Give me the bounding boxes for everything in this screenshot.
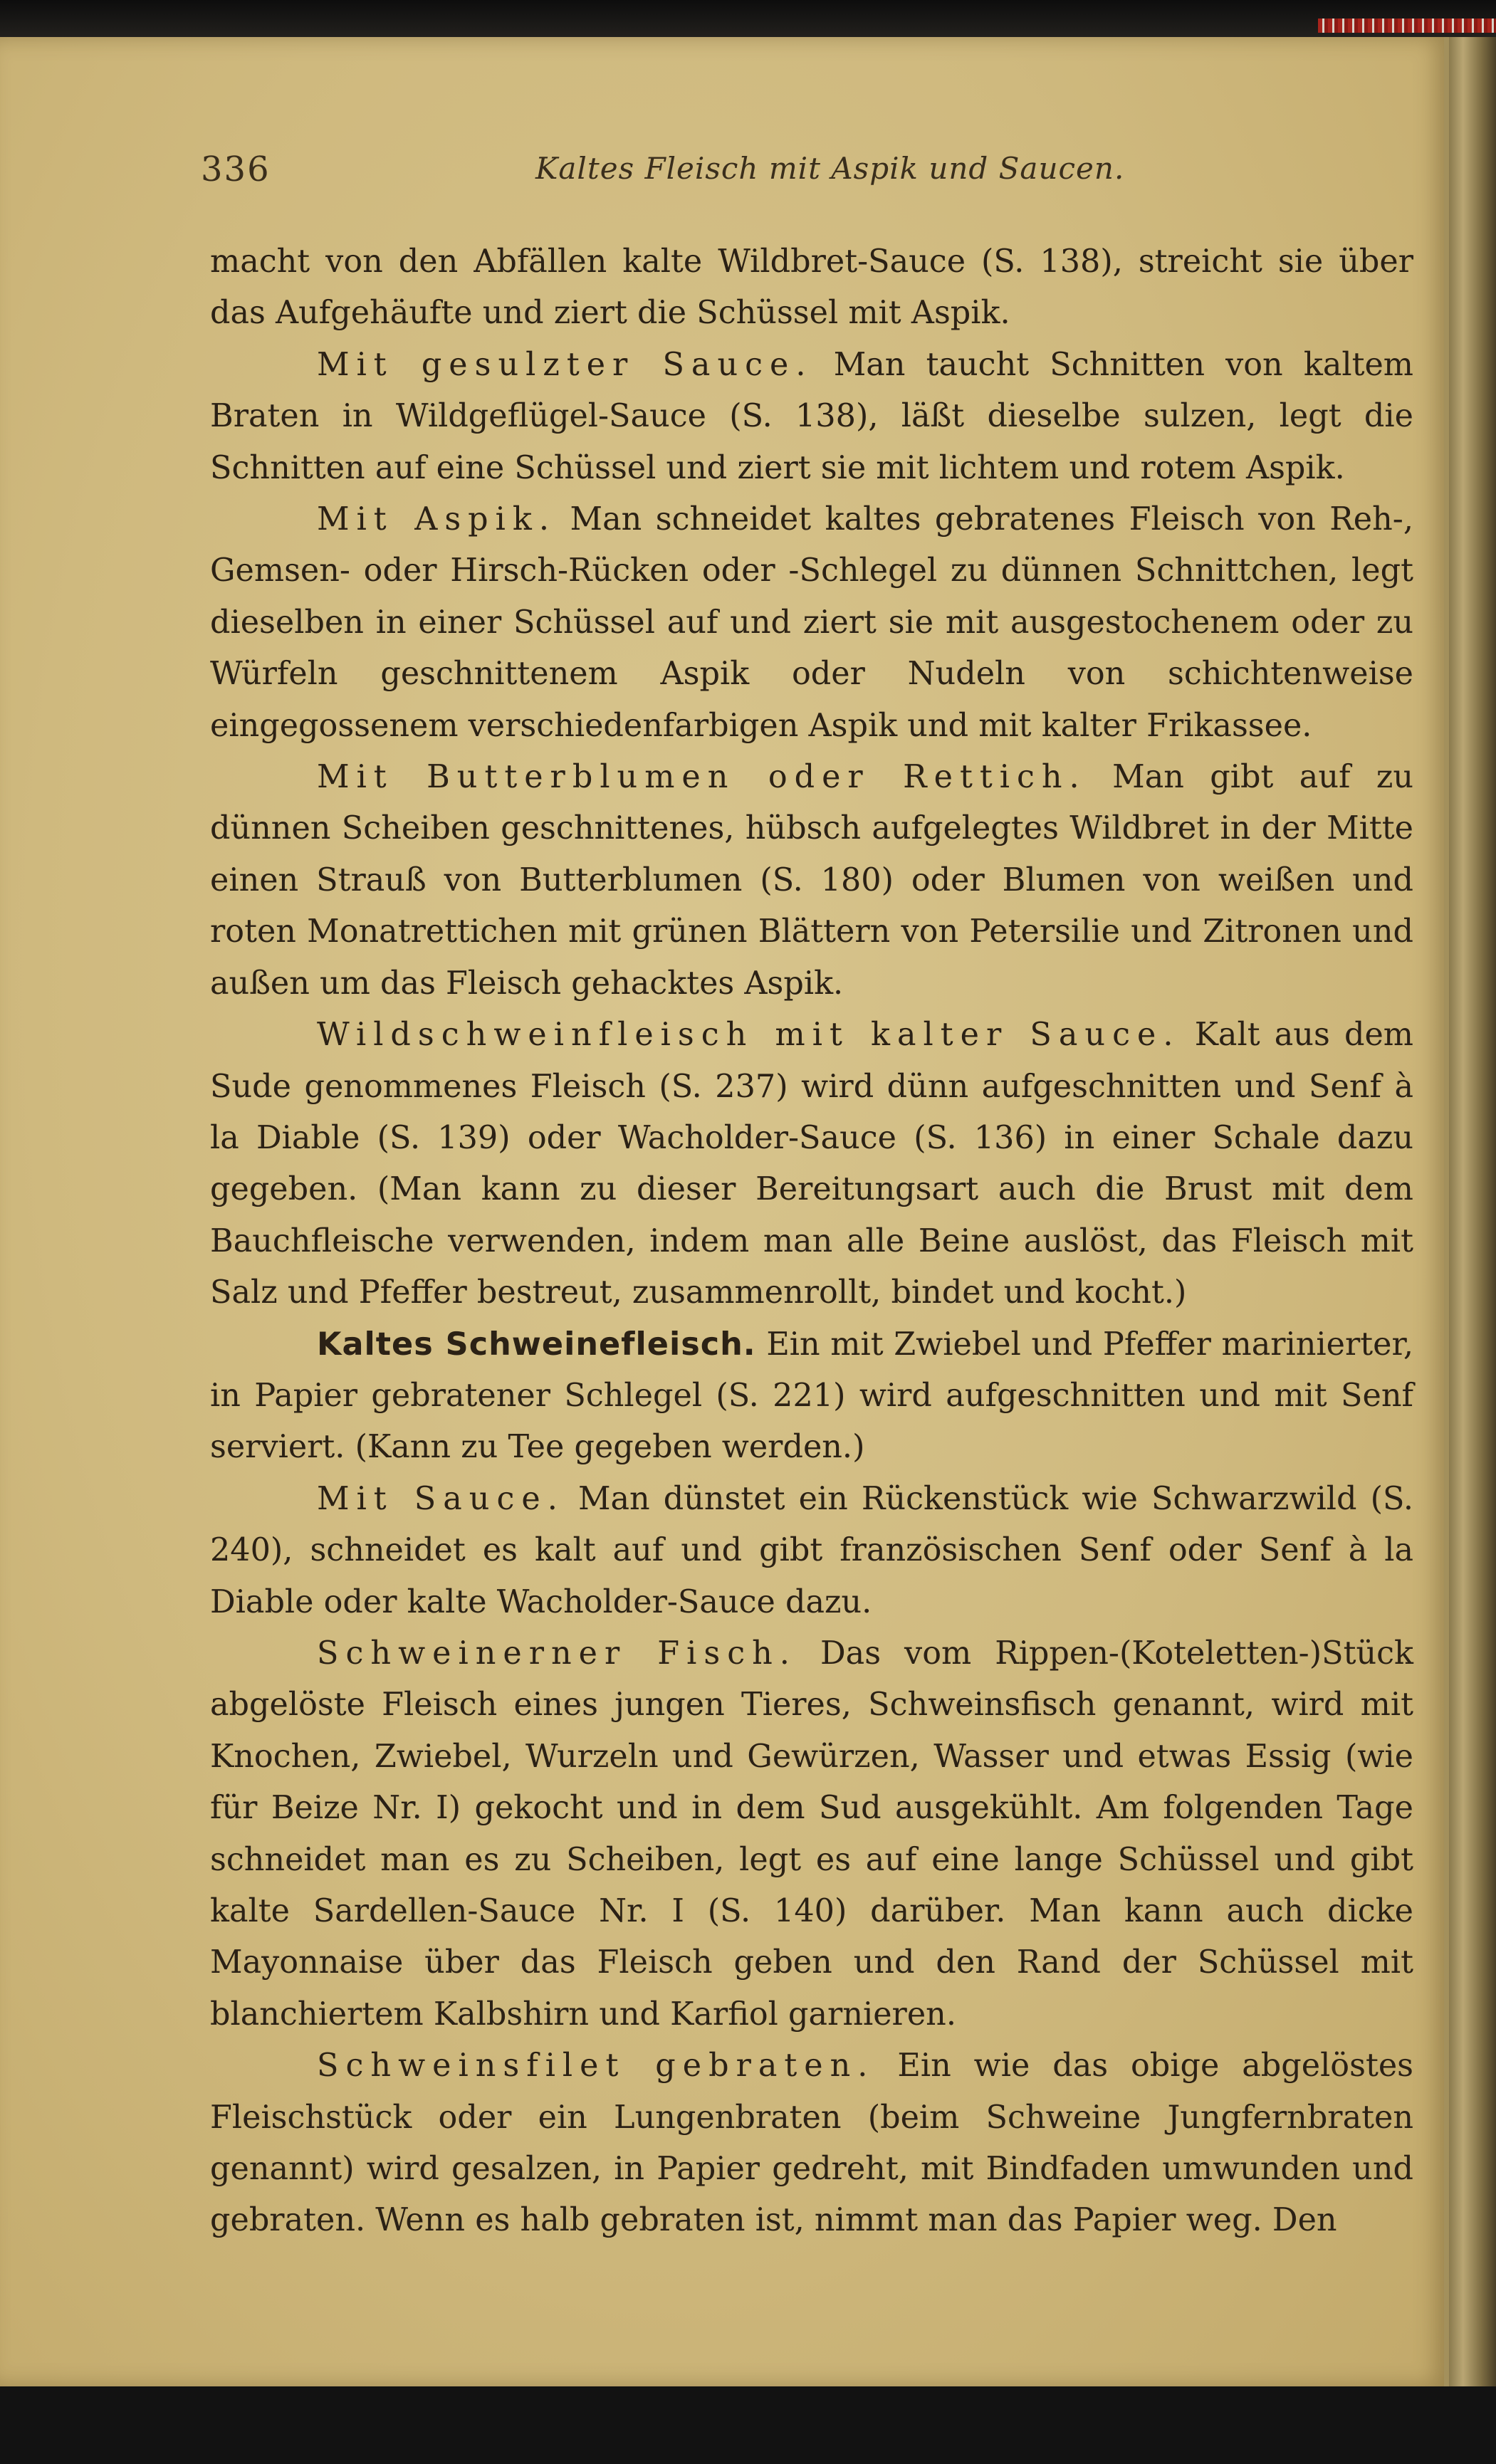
running-title: Kaltes Fleisch mit Aspik und Saucen.	[535, 151, 1125, 186]
recipe-lead: Schweinerner Fisch.	[317, 1635, 797, 1672]
paragraph	[210, 752, 1413, 1010]
paragraph-text: Das vom Rippen-(Koteletten-)Stück abgelöste Fleisch eines jungen Tieres, Schweinsfisch genannt, wird mit Knochen, Zwiebel, Wurzeln und Gewürzen, Wasser und etwas Essig (wie für Beize Nr. I) gekocht und in dem Sud ausgekühlt. Am folgenden Tage schneidet man es zu Scheiben, legt es auf eine lange Schüssel und gibt kalte Sardellen-Sauce Nr. I (S. 140) darüber. Man kann auch dicke Mayonnaise über das Fleisch geben und den Rand der Schüssel mit blanchiertem Kalbshirn und Karfiol garnieren.	[210, 1635, 1413, 2033]
page-number: 336	[201, 150, 271, 189]
recipe-lead: Mit Butterblumen oder Rettich.	[317, 759, 1087, 796]
paragraph-text: Ein wie das obige abgelöstes Fleischstück oder ein Lungenbraten (beim Schweine Jungfernbraten genannt) wird gesalzen, in Papier gedreht, mit Bindfaden umwunden und gebraten. Wenn es halb gebraten ist, nimmt man das Papier weg. Den	[210, 2048, 1413, 2239]
paragraph-text: macht von den Abfällen kalte Wildbret-Sauce (S. 138), streicht sie über das Aufgehäufte und ziert die Schüssel mit Aspik.	[210, 243, 1413, 332]
recipe-lead: Mit Aspik.	[317, 501, 556, 538]
recipe-lead: Schweinsfilet gebraten.	[317, 2048, 875, 2085]
recipe-lead: Mit gesulzter Sauce.	[317, 346, 813, 383]
paragraph-text: Man schneidet kaltes gebratenes Fleisch von Reh-, Gemsen- oder Hirsch-Rücken oder -Schlegel zu dünnen Schnittchen, legt dieselben in einer Schüssel auf und ziert sie mit ausgestochenem oder zu Würfeln geschnittenem Aspik oder Nudeln von schichtenweise eingegossenem verschiedenfarbigen Aspik und mit kalter Frikassee.	[210, 501, 1413, 744]
paragraph-text: Kalt aus dem Sude genommenes Fleisch (S. 237) wird dünn aufgeschnitten und Senf à la Diable (S. 139) oder Wacholder-Sauce (S. 136) in einer Schale dazu gegeben. (Man kann zu dieser Bereitungsart auch die Brust mit dem Bauchfleische verwenden, indem man alle Beine auslöst, das Fleisch mit Salz und Pfeffer bestreut, zusammenrollt, bindet und kocht.)	[210, 1017, 1413, 1311]
recipe-lead: Wildschweinfleisch mit kalter Sauce.	[317, 1017, 1181, 1054]
paragraph-text: Man gibt auf zu dünnen Scheiben geschnittenes, hübsch aufgelegtes Wildbret in der Mitte einen Strauß von Butterblumen (S. 180) oder Blumen von weißen und roten Monatrettichen mit grünen Blättern von Petersilie und Zitronen und außen um das Fleisch gehacktes Aspik.	[210, 759, 1413, 1002]
body-text	[210, 236, 1413, 2247]
paragraph	[210, 494, 1413, 752]
book-edge-marker	[1318, 19, 1496, 33]
paragraph	[210, 1474, 1413, 1628]
recipe-lead: Mit Sauce.	[317, 1480, 565, 1517]
page-header	[201, 150, 1411, 199]
paragraph	[210, 1319, 1413, 1474]
paragraph-text: Ein mit Zwiebel und Pfeffer marinierter, in Papier gebratener Schlegel (S. 221) wird aufgeschnitten und mit Senf serviert. (Kann zu Tee gegeben werden.)	[210, 1326, 1413, 1466]
section-heading: Kaltes Schweinefleisch.	[317, 1326, 756, 1363]
paragraph	[210, 2040, 1413, 2247]
paragraph-text: Man taucht Schnitten von kaltem Braten in Wildgeflügel-Sauce (S. 138), läßt dieselbe sulzen, legt die Schnitten auf eine Schüssel und ziert sie mit lichtem und rotem Aspik.	[210, 346, 1413, 486]
paragraph	[210, 1010, 1413, 1318]
scan-bottom-shadow	[0, 2386, 1496, 2464]
paragraph	[210, 236, 1413, 340]
paragraph-text: Man dünstet ein Rückenstück wie Schwarzwild (S. 240), schneidet es kalt auf und gibt französischen Senf oder Senf à la Diable oder kalte Wacholder-Sauce dazu.	[210, 1480, 1413, 1620]
paragraph	[210, 340, 1413, 494]
book-gutter	[1449, 37, 1496, 2386]
paragraph	[210, 1628, 1413, 2040]
